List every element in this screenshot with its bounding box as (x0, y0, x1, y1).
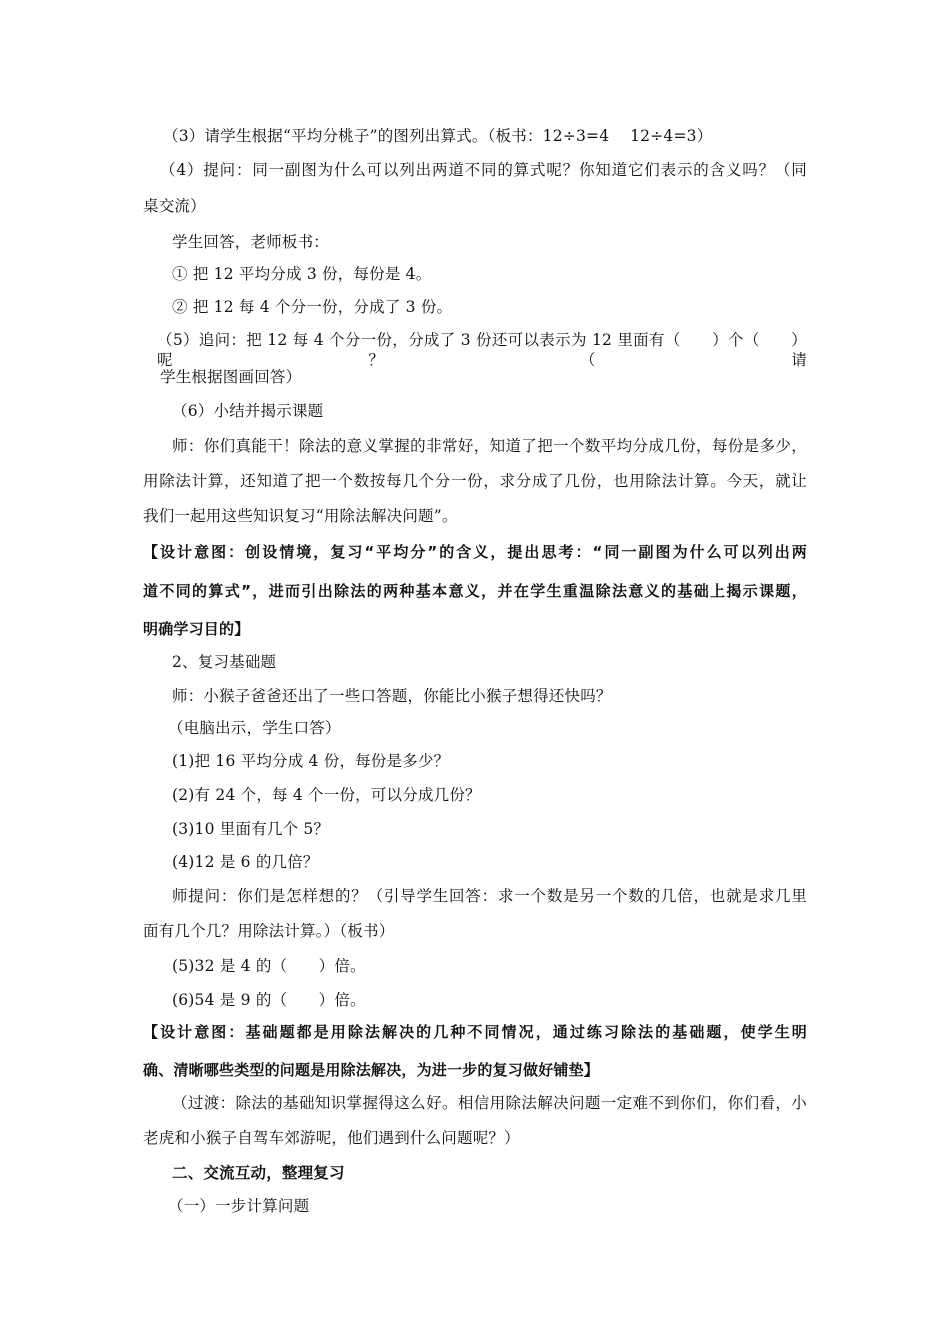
section-heading: 二、交流互动，整理复习 (172, 1163, 345, 1182)
text-line: （5）追问：把 12 每 4 个分一份，分成了 3 份还可以表示为 12 里面有（ ）个（ ）呢？（请 (157, 331, 807, 369)
text-line: ① 把 12 平均分成 3 份，每份是 4。 (172, 265, 432, 283)
text-line: 师：小猴子爸爸还出了一些口答题，你能比小猴子想得还快吗？ (172, 687, 612, 705)
question-item: (3)10 里面有几个 5？ (172, 820, 330, 838)
text-line: 老虎和小猴子自驾车郊游呢，他们遇到什么问题呢？） (143, 1129, 520, 1147)
question-item: (1)把 16 平均分成 4 份，每份是多少？ (172, 752, 450, 770)
text-line: 用除法计算，还知道了把一个数按每几个分一份，求分成了几份，也用除法计算。今天，就让 (143, 472, 807, 490)
text-line: （电脑出示，学生口答） (168, 719, 341, 737)
design-intent-line: 【设计意图：创设情境，复习“平均分”的含义，提出思考：“同一副图为什么可以列出两 (143, 543, 807, 561)
text-line: 我们一起用这些知识复习“用除法解决问题”。 (143, 507, 458, 525)
text-line: （过渡：除法的基础知识掌握得这么好。相信用除法解决问题一定难不到你们，你们看，小 (172, 1094, 807, 1112)
text-line: 师提问：你们是怎样想的？（引导学生回答：求一个数是另一个数的几倍，也就是求几里 (172, 887, 807, 905)
text-line: ② 把 12 每 4 个分一份，分成了 3 份。 (172, 298, 453, 316)
design-intent-line: 道不同的算式”，进而引出除法的两种基本意义，并在学生重温除法意义的基础上揭示课题， (143, 582, 807, 600)
text-line: （6）小结并揭示课题 (172, 402, 324, 420)
text-line: （4）提问：同一副图为什么可以列出两道不同的算式呢？你知道它们表示的含义吗？（同 (160, 161, 807, 179)
question-item: (5)32 是 4 的（ ）倍。 (172, 957, 366, 975)
section-subheading: 2、复习基础题 (172, 653, 277, 671)
design-intent-line: 【设计意图：基础题都是用除法解决的几种不同情况，通过练习除法的基础题，使学生明 (143, 1023, 807, 1041)
question-item: (4)12 是 6 的几倍？ (172, 853, 319, 871)
text-line: 学生回答，老师板书： (172, 233, 330, 251)
design-intent-line: 明确学习目的】 (143, 620, 250, 638)
question-item: (6)54 是 9 的（ ）倍。 (172, 991, 366, 1009)
text-line: 师：你们真能干！除法的意义掌握的非常好，知道了把一个数平均分成几份，每份是多少， (172, 437, 807, 455)
design-intent-line: 确、清晰哪些类型的问题是用除法解决，为进一步的复习做好铺垫】 (143, 1061, 600, 1079)
subsection-heading: （一）一步计算问题 (168, 1197, 310, 1215)
text-line: （3）请学生根据“平均分桃子”的图列出算式。（板书：12÷3=4 12÷4=3） (163, 127, 713, 145)
text-line: 桌交流） (143, 197, 206, 215)
text-line: 面有几个几？用除法计算。）（板书） (143, 922, 395, 940)
question-item: (2)有 24 个，每 4 个一份，可以分成几份？ (172, 786, 481, 804)
text-line: 学生根据图画回答） (160, 368, 302, 386)
